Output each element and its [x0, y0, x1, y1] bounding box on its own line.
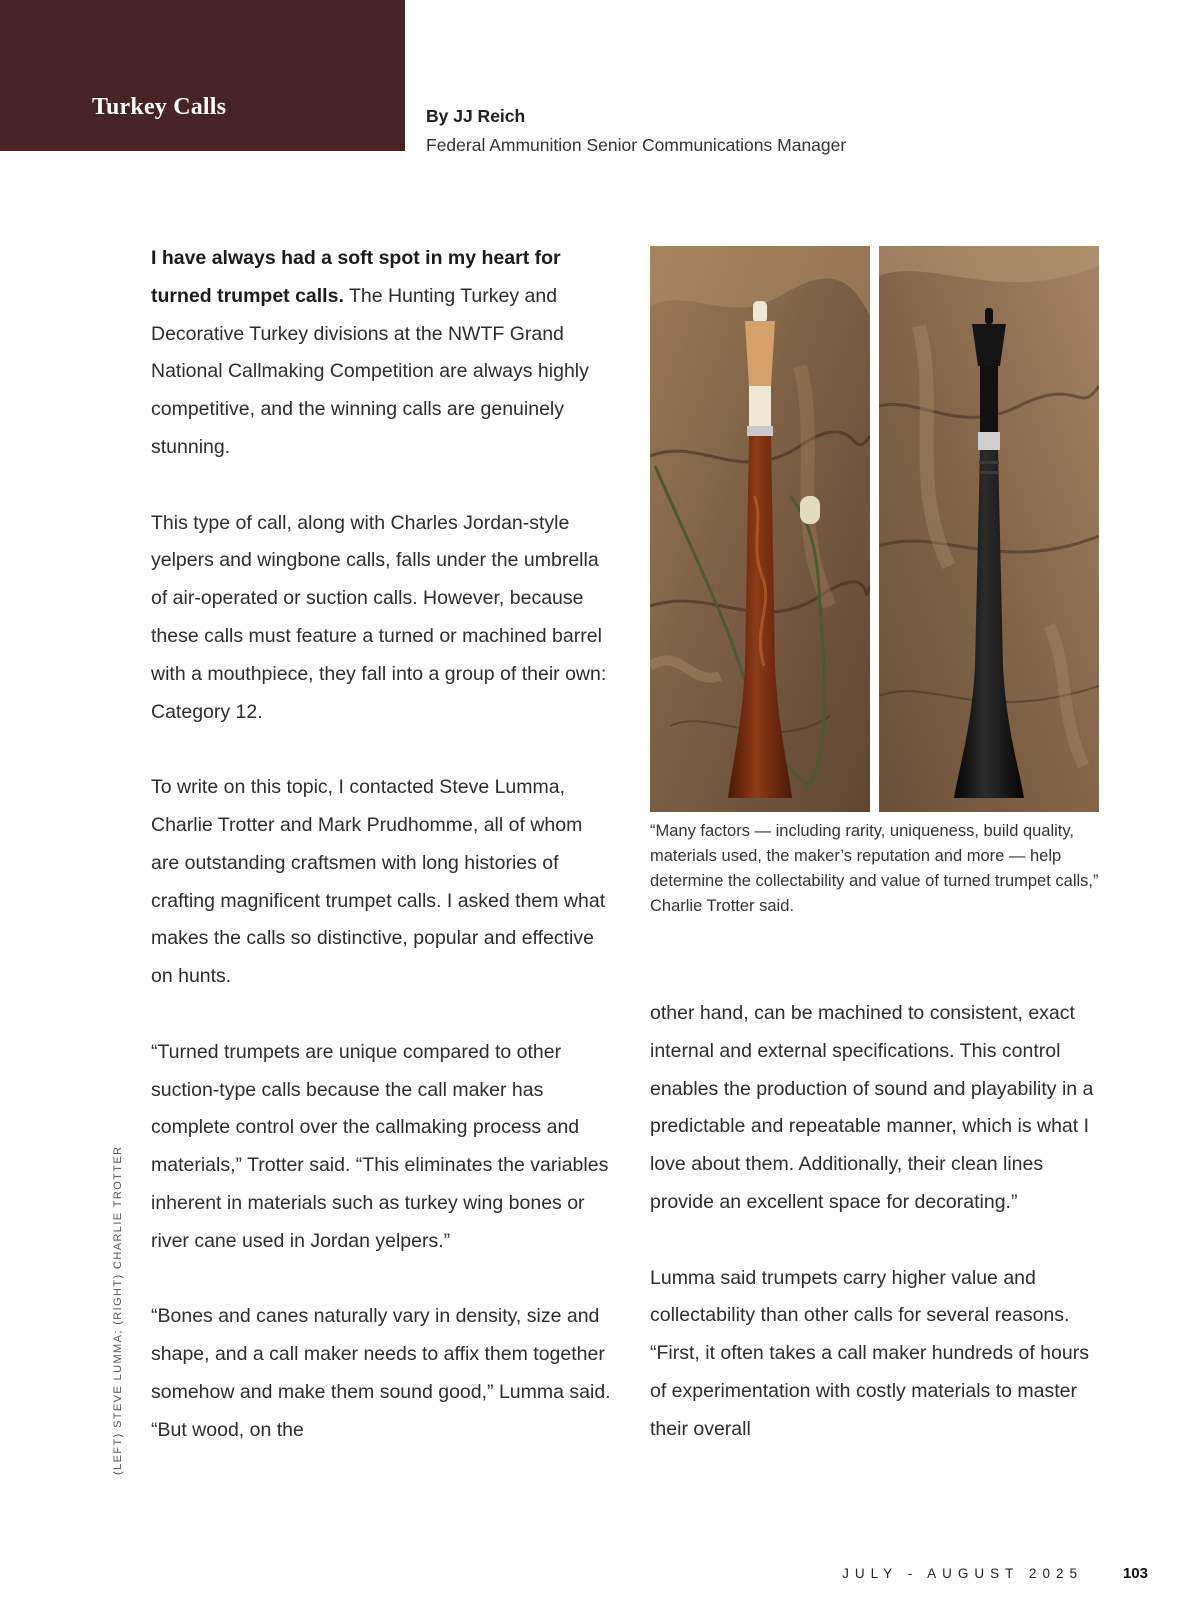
lead-paragraph — [151, 240, 611, 467]
paragraph: This type of call, along with Charles Jordan-style yelpers and wingbone calls, falls under the umbrella of air-operated or suction calls. However, because these calls must feature a turned or machined barrel with a mouthpiece, they fall into a group of their own: Category 12. — [151, 511, 607, 723]
paragraph: other hand, can be machined to consistent, exact internal and external specifications. This control enables the production of sound and playability in a predictable and repeatable manner, which is what I love about them. Additionally, their clean lines provide an excellent space for decorating.” — [650, 1002, 1094, 1213]
lead-bold-text: I have always had a soft spot in my heart for turned trumpet calls. — [151, 247, 561, 307]
article-left-column — [151, 240, 611, 1450]
paragraph: “Bones and canes naturally vary in density, size and shape, and a call maker needs to affix them together somehow and make them sound good,” Lumma said. “But wood, on the — [151, 1305, 611, 1441]
black-trumpet-call-photo — [879, 246, 1099, 812]
wood-trumpet-call-photo — [650, 246, 870, 812]
section-title: Turkey Calls — [92, 94, 227, 120]
page-number: 103 — [1122, 1565, 1148, 1582]
paragraph: Lumma said trumpets carry higher value and collectability than other calls for several reasons. “First, it often takes a call maker hundreds of hours of experimentation with costly materials to master their overall — [650, 1266, 1089, 1440]
section-tab — [0, 0, 405, 151]
byline — [426, 106, 846, 156]
photo-credit: (LEFT) STEVE LUMMA; (RIGHT) CHARLIE TROTTER — [112, 1145, 124, 1475]
lead-rest-text: The Hunting Turkey and Decorative Turkey divisions at the NWTF Grand National Callmaking Competition are always highly competitive, and the winning calls are genuinely stunning. — [151, 284, 589, 458]
issue-date: JULY - AUGUST 2025 — [842, 1566, 1083, 1581]
wood-trumpet-call-image — [650, 246, 870, 812]
trumpet-calls-photos — [650, 246, 1099, 812]
paragraph: “Turned trumpets are unique compared to other suction-type calls because the call maker has complete control over the callmaking process and materials,” Trotter said. “This eliminates the variables inherent in materials such as turkey wing bones or river cane used in Jordan yelpers.” — [151, 1040, 609, 1252]
article-right-column — [650, 995, 1100, 1449]
paragraph: To write on this topic, I contacted Steve Lumma, Charlie Trotter and Mark Prudhomme, all of whom are outstanding craftsmen with long histories of crafting magnificent trumpet calls. I asked them what makes the calls so distinctive, popular and effective on hunts. — [151, 776, 606, 988]
photo-caption: “Many factors — including rarity, uniqueness, build quality, materials used, the maker’s reputation and more — help determine the collectability and value of turned trumpet calls,” Charlie Trotter said. — [650, 822, 1099, 915]
author-title: Federal Ammunition Senior Communications Manager — [426, 135, 847, 155]
page-footer — [842, 1565, 1148, 1582]
author-name: By JJ Reich — [426, 106, 526, 126]
black-trumpet-call-image — [879, 246, 1099, 812]
